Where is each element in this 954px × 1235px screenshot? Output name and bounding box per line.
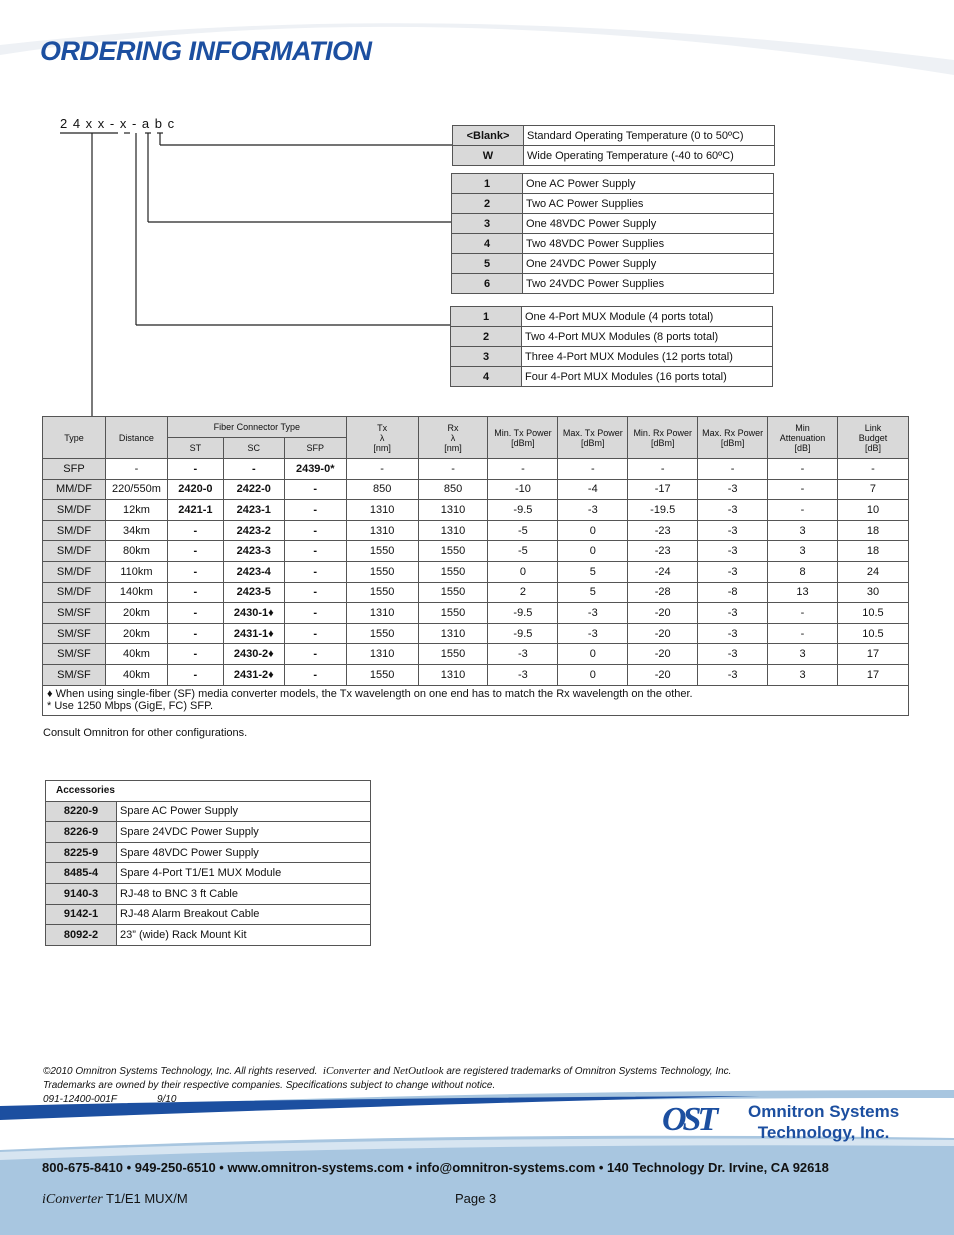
- table-row: [43, 582, 909, 603]
- table-cell: -3: [698, 479, 768, 500]
- table-cell: -: [105, 459, 167, 480]
- table-cell: 2423-4: [223, 561, 284, 582]
- accessory-desc: 23” (wide) Rack Mount Kit: [117, 925, 371, 946]
- netoutlook-trademark: NetOutlook: [392, 1065, 444, 1077]
- temperature-options-table: [452, 125, 775, 166]
- option-desc: One 48VDC Power Supply: [523, 214, 774, 234]
- table-cell: -: [768, 500, 838, 521]
- table-cell: 20km: [105, 603, 167, 624]
- option-desc: One 24VDC Power Supply: [523, 254, 774, 274]
- copyright-line-1: [43, 1064, 731, 1079]
- table-cell: 18: [837, 520, 908, 541]
- doc-number: 091-12400-001F: [43, 1094, 117, 1105]
- accessories-header: Accessories: [46, 781, 371, 802]
- table-cell: -20: [628, 644, 698, 665]
- mux-options-table: [450, 306, 773, 387]
- table-cell: -3: [698, 520, 768, 541]
- table-cell: 10.5: [837, 603, 908, 624]
- table-cell: 2430-1♦: [223, 603, 284, 624]
- table-cell: 2423-5: [223, 582, 284, 603]
- table-cell: -: [223, 459, 284, 480]
- table-cell: -: [698, 459, 768, 480]
- table-cell: -4: [558, 479, 628, 500]
- option-code: 2: [451, 327, 522, 347]
- table-row: [43, 623, 909, 644]
- col-distance: Distance: [105, 417, 167, 459]
- option-code: 2: [452, 194, 523, 214]
- option-code: 1: [451, 307, 522, 327]
- table-cell: 1310: [346, 603, 418, 624]
- product-model: T1/E1 MUX/M: [106, 1191, 188, 1206]
- table-cell: -19.5: [628, 500, 698, 521]
- accessory-code: 8092-2: [46, 925, 117, 946]
- table-cell: 2431-1♦: [223, 623, 284, 644]
- table-cell: 80km: [105, 541, 167, 562]
- option-desc: One AC Power Supply: [523, 174, 774, 194]
- specs-body: [43, 459, 909, 686]
- table-cell: 30: [837, 582, 908, 603]
- table-cell: 220/550m: [105, 479, 167, 500]
- power-options-table: [451, 173, 774, 294]
- table-cell: 13: [768, 582, 838, 603]
- table-cell: -3: [698, 644, 768, 665]
- accessory-row: [46, 925, 371, 946]
- table-cell: -23: [628, 541, 698, 562]
- option-code: 3: [451, 347, 522, 367]
- table-cell: 1550: [418, 561, 488, 582]
- table-cell: 1550: [418, 541, 488, 562]
- accessory-desc: Spare 4-Port T1/E1 MUX Module: [117, 863, 371, 884]
- accessory-row: [46, 801, 371, 822]
- table-cell: 3: [768, 541, 838, 562]
- table-cell: 10: [837, 500, 908, 521]
- table-row: [43, 459, 909, 480]
- accessory-desc: Spare 48VDC Power Supply: [117, 842, 371, 863]
- table-cell: 140km: [105, 582, 167, 603]
- table-cell: -3: [698, 500, 768, 521]
- table-row: [43, 664, 909, 685]
- table-cell: -3: [698, 623, 768, 644]
- table-cell: SM/DF: [43, 582, 106, 603]
- table-cell: 5: [558, 561, 628, 582]
- table-cell: -28: [628, 582, 698, 603]
- copyright-trademark-text: are registered trademarks of Omnitron Systems Technology, Inc.: [446, 1066, 732, 1077]
- table-cell: SM/DF: [43, 500, 106, 521]
- lambda-symbol: λ: [450, 432, 456, 443]
- table-cell: 2422-0: [223, 479, 284, 500]
- option-row: [451, 347, 773, 367]
- unit-db: [dB]: [864, 442, 881, 453]
- table-cell: 3: [768, 644, 838, 665]
- table-cell: -: [284, 644, 346, 665]
- table-cell: -: [167, 541, 223, 562]
- option-desc: Three 4-Port MUX Modules (12 ports total): [522, 347, 773, 367]
- table-cell: -20: [628, 664, 698, 685]
- link-label-2: Budget: [858, 432, 888, 443]
- table-cell: -23: [628, 520, 698, 541]
- table-cell: 1550: [346, 623, 418, 644]
- table-cell: -: [284, 479, 346, 500]
- table-cell: -24: [628, 561, 698, 582]
- option-code: 5: [452, 254, 523, 274]
- accessory-code: 8485-4: [46, 863, 117, 884]
- footnote-row: [43, 685, 909, 715]
- tx-label: Tx: [377, 422, 388, 433]
- col-min-tx-power: [488, 417, 558, 459]
- option-row: [451, 307, 773, 327]
- table-cell: -3: [698, 561, 768, 582]
- accessory-row: [46, 904, 371, 925]
- unit-nm: [nm]: [373, 442, 391, 453]
- table-cell: -: [284, 561, 346, 582]
- page-title: ORDERING INFORMATION: [40, 36, 372, 66]
- option-row: [451, 327, 773, 347]
- table-cell: 2421-1: [167, 500, 223, 521]
- option-row: [452, 214, 774, 234]
- option-code: W: [453, 146, 524, 166]
- col-min-rx-power: [628, 417, 698, 459]
- col-sfp: SFP: [284, 438, 346, 459]
- accessories-header-row: [46, 781, 371, 802]
- table-cell: 10.5: [837, 623, 908, 644]
- accessory-code: 8225-9: [46, 842, 117, 863]
- option-row: [452, 274, 774, 294]
- min-att-label-2: Attenuation: [779, 432, 826, 443]
- col-type: Type: [43, 417, 106, 459]
- table-cell: 1310: [346, 520, 418, 541]
- table-cell: -: [167, 644, 223, 665]
- table-cell: -: [628, 459, 698, 480]
- table-cell: 0: [558, 541, 628, 562]
- table-cell: 0: [558, 644, 628, 665]
- table-cell: -: [488, 459, 558, 480]
- table-cell: 2431-2♦: [223, 664, 284, 685]
- table-cell: -3: [558, 603, 628, 624]
- accessory-desc: RJ-48 to BNC 3 ft Cable: [117, 883, 371, 904]
- table-cell: 2423-2: [223, 520, 284, 541]
- max-tx-label: Max. Tx Power: [562, 427, 623, 438]
- option-row: [453, 126, 775, 146]
- table-cell: -: [284, 541, 346, 562]
- table-cell: 2: [488, 582, 558, 603]
- accessory-desc: Spare 24VDC Power Supply: [117, 822, 371, 843]
- accessory-row: [46, 842, 371, 863]
- table-cell: -9.5: [488, 623, 558, 644]
- table-cell: 1550: [418, 582, 488, 603]
- table-cell: -: [284, 603, 346, 624]
- table-cell: 850: [346, 479, 418, 500]
- min-tx-label: Min. Tx Power: [494, 427, 552, 438]
- option-desc: Four 4-Port MUX Modules (16 ports total): [522, 367, 773, 387]
- table-cell: 40km: [105, 664, 167, 685]
- table-cell: 0: [488, 561, 558, 582]
- table-row: [43, 479, 909, 500]
- option-row: [452, 254, 774, 274]
- accessories-table: [45, 780, 371, 946]
- option-row: [452, 234, 774, 254]
- col-rx: [418, 417, 488, 459]
- option-desc: Wide Operating Temperature (-40 to 60ºC): [524, 146, 775, 166]
- option-desc: Two AC Power Supplies: [523, 194, 774, 214]
- unit-dbm: [dBm]: [511, 437, 535, 448]
- table-cell: -: [558, 459, 628, 480]
- table-cell: 40km: [105, 644, 167, 665]
- table-cell: -5: [488, 520, 558, 541]
- table-cell: -: [167, 623, 223, 644]
- table-cell: -10: [488, 479, 558, 500]
- accessory-desc: RJ-48 Alarm Breakout Cable: [117, 904, 371, 925]
- unit-dbm: [dBm]: [581, 437, 605, 448]
- table-cell: 1550: [346, 664, 418, 685]
- option-desc: Two 24VDC Power Supplies: [523, 274, 774, 294]
- col-max-tx-power: [558, 417, 628, 459]
- company-name-line-1: Omnitron Systems: [748, 1102, 900, 1121]
- table-cell: SM/SF: [43, 644, 106, 665]
- option-row: [453, 146, 775, 166]
- table-cell: -3: [698, 541, 768, 562]
- table-cell: 850: [418, 479, 488, 500]
- table-cell: 17: [837, 664, 908, 685]
- header-row: [43, 417, 909, 438]
- unit-dbm: [dBm]: [720, 437, 745, 448]
- option-desc: One 4-Port MUX Module (4 ports total): [522, 307, 773, 327]
- table-cell: 0: [558, 664, 628, 685]
- table-cell: 0: [558, 520, 628, 541]
- ost-logo: OST: [662, 1101, 715, 1138]
- min-att-label-1: Min: [795, 422, 810, 433]
- table-cell: 2439-0*: [284, 459, 346, 480]
- option-row: [452, 194, 774, 214]
- footnote-sfp: * Use 1250 Mbps (GigE, FC) SFP.: [47, 700, 214, 713]
- unit-nm: [nm]: [444, 442, 462, 453]
- table-cell: 2423-1: [223, 500, 284, 521]
- table-cell: -3: [558, 500, 628, 521]
- accessory-code: 9142-1: [46, 904, 117, 925]
- table-cell: -3: [698, 603, 768, 624]
- company-name-line-2: Technology, Inc.: [757, 1123, 890, 1142]
- table-cell: -: [167, 561, 223, 582]
- table-cell: -9.5: [488, 603, 558, 624]
- table-cell: -: [768, 603, 838, 624]
- copyright-and: and: [373, 1066, 391, 1077]
- lambda-symbol: λ: [379, 432, 385, 443]
- accessory-code: 8226-9: [46, 822, 117, 843]
- col-sc: SC: [223, 438, 284, 459]
- footnote-single-fiber: ♦ When using single-fiber (SF) media converter models, the Tx wavelength on one end has to match the Rx wavelength on the other.: [47, 687, 693, 700]
- footnotes: [43, 685, 909, 715]
- company-name: [748, 1101, 899, 1143]
- iconverter-trademark: iConverter: [322, 1065, 371, 1077]
- option-code: 4: [451, 367, 522, 387]
- table-cell: 3: [768, 520, 838, 541]
- table-row: [43, 520, 909, 541]
- product-brand: iConverter: [42, 1192, 103, 1207]
- table-cell: -: [284, 582, 346, 603]
- unit-db: [dB]: [794, 442, 811, 453]
- min-rx-label: Min. Rx Power: [633, 427, 692, 438]
- option-row: [452, 174, 774, 194]
- table-row: [43, 541, 909, 562]
- table-cell: -: [284, 520, 346, 541]
- table-row: [43, 644, 909, 665]
- table-cell: 1310: [346, 644, 418, 665]
- option-desc: Two 48VDC Power Supplies: [523, 234, 774, 254]
- table-cell: 3: [768, 664, 838, 685]
- table-cell: SM/SF: [43, 623, 106, 644]
- table-cell: -: [418, 459, 488, 480]
- table-cell: 18: [837, 541, 908, 562]
- option-desc: Standard Operating Temperature (0 to 50ºC): [524, 126, 775, 146]
- table-cell: 1550: [346, 561, 418, 582]
- option-code: <Blank>: [453, 126, 524, 146]
- consult-note: Consult Omnitron for other configurations.: [43, 727, 248, 739]
- table-row: [43, 561, 909, 582]
- table-cell: -: [284, 664, 346, 685]
- table-cell: 20km: [105, 623, 167, 644]
- table-cell: -5: [488, 541, 558, 562]
- table-cell: -: [768, 459, 838, 480]
- table-cell: -20: [628, 603, 698, 624]
- doc-date: 9/10: [156, 1094, 177, 1105]
- table-cell: -: [167, 603, 223, 624]
- table-cell: -: [284, 500, 346, 521]
- option-code: 1: [452, 174, 523, 194]
- col-max-rx-power: [698, 417, 768, 459]
- table-cell: -: [167, 520, 223, 541]
- table-cell: 12km: [105, 500, 167, 521]
- option-code: 6: [452, 274, 523, 294]
- table-cell: -9.5: [488, 500, 558, 521]
- table-cell: -: [167, 582, 223, 603]
- table-cell: 1310: [346, 500, 418, 521]
- col-tx: [346, 417, 418, 459]
- col-st: ST: [167, 438, 223, 459]
- table-cell: 1310: [418, 664, 488, 685]
- accessory-row: [46, 863, 371, 884]
- table-cell: 1550: [346, 541, 418, 562]
- table-cell: -3: [698, 664, 768, 685]
- table-cell: -: [768, 623, 838, 644]
- table-cell: 1550: [418, 644, 488, 665]
- table-cell: -3: [488, 664, 558, 685]
- col-fiber-connector: Fiber Connector Type: [167, 417, 346, 438]
- table-cell: -: [167, 459, 223, 480]
- table-cell: -: [284, 623, 346, 644]
- table-cell: 2423-3: [223, 541, 284, 562]
- table-cell: -: [768, 479, 838, 500]
- table-cell: 1310: [418, 623, 488, 644]
- page-number: Page 3: [455, 1191, 497, 1206]
- table-cell: -3: [558, 623, 628, 644]
- accessory-row: [46, 883, 371, 904]
- table-row: [43, 500, 909, 521]
- table-cell: SM/DF: [43, 561, 106, 582]
- copyright-line-2: Trademarks are owned by their respective companies. Specifications subject to change without notice.: [43, 1080, 496, 1091]
- link-label-1: Link: [864, 422, 882, 433]
- max-rx-label: Max. Rx Power: [702, 427, 764, 438]
- option-row: [451, 367, 773, 387]
- table-cell: -: [837, 459, 908, 480]
- part-number-code: 2 4 x x - x - a b c: [60, 116, 176, 131]
- table-cell: 1310: [418, 520, 488, 541]
- table-cell: -3: [488, 644, 558, 665]
- table-cell: -17: [628, 479, 698, 500]
- option-desc: Two 4-Port MUX Modules (8 ports total): [522, 327, 773, 347]
- table-cell: 2420-0: [167, 479, 223, 500]
- table-cell: 17: [837, 644, 908, 665]
- col-min-attenuation: [768, 417, 838, 459]
- table-cell: SM/DF: [43, 520, 106, 541]
- accessory-desc: Spare AC Power Supply: [117, 801, 371, 822]
- table-cell: -: [167, 664, 223, 685]
- unit-dbm: [dBm]: [650, 437, 675, 448]
- table-cell: 8: [768, 561, 838, 582]
- option-code: 3: [452, 214, 523, 234]
- table-cell: 110km: [105, 561, 167, 582]
- table-cell: 1310: [418, 500, 488, 521]
- product-name: [42, 1191, 188, 1208]
- table-cell: 2430-2♦: [223, 644, 284, 665]
- table-cell: -: [346, 459, 418, 480]
- table-cell: 1550: [418, 603, 488, 624]
- table-cell: 5: [558, 582, 628, 603]
- table-cell: SM/DF: [43, 541, 106, 562]
- contact-line: 800-675-8410 • 949-250-6510 • www.omnitron-systems.com • info@omnitron-systems.com • 140 Technology Dr. Irvine, CA 92618: [42, 1160, 829, 1175]
- option-code: 4: [452, 234, 523, 254]
- table-cell: -8: [698, 582, 768, 603]
- copyright-text: ©2010 Omnitron Systems Technology, Inc. All rights reserved.: [43, 1066, 318, 1077]
- accessory-code: 8220-9: [46, 801, 117, 822]
- table-cell: SM/SF: [43, 664, 106, 685]
- table-cell: 24: [837, 561, 908, 582]
- product-specs-table: [42, 416, 909, 716]
- table-cell: 34km: [105, 520, 167, 541]
- accessory-code: 9140-3: [46, 883, 117, 904]
- table-cell: 7: [837, 479, 908, 500]
- table-cell: 1550: [346, 582, 418, 603]
- table-row: [43, 603, 909, 624]
- table-cell: SFP: [43, 459, 106, 480]
- table-cell: SM/SF: [43, 603, 106, 624]
- table-cell: MM/DF: [43, 479, 106, 500]
- col-link-budget: [837, 417, 908, 459]
- accessory-row: [46, 822, 371, 843]
- table-cell: -20: [628, 623, 698, 644]
- rx-label: Rx: [447, 422, 459, 433]
